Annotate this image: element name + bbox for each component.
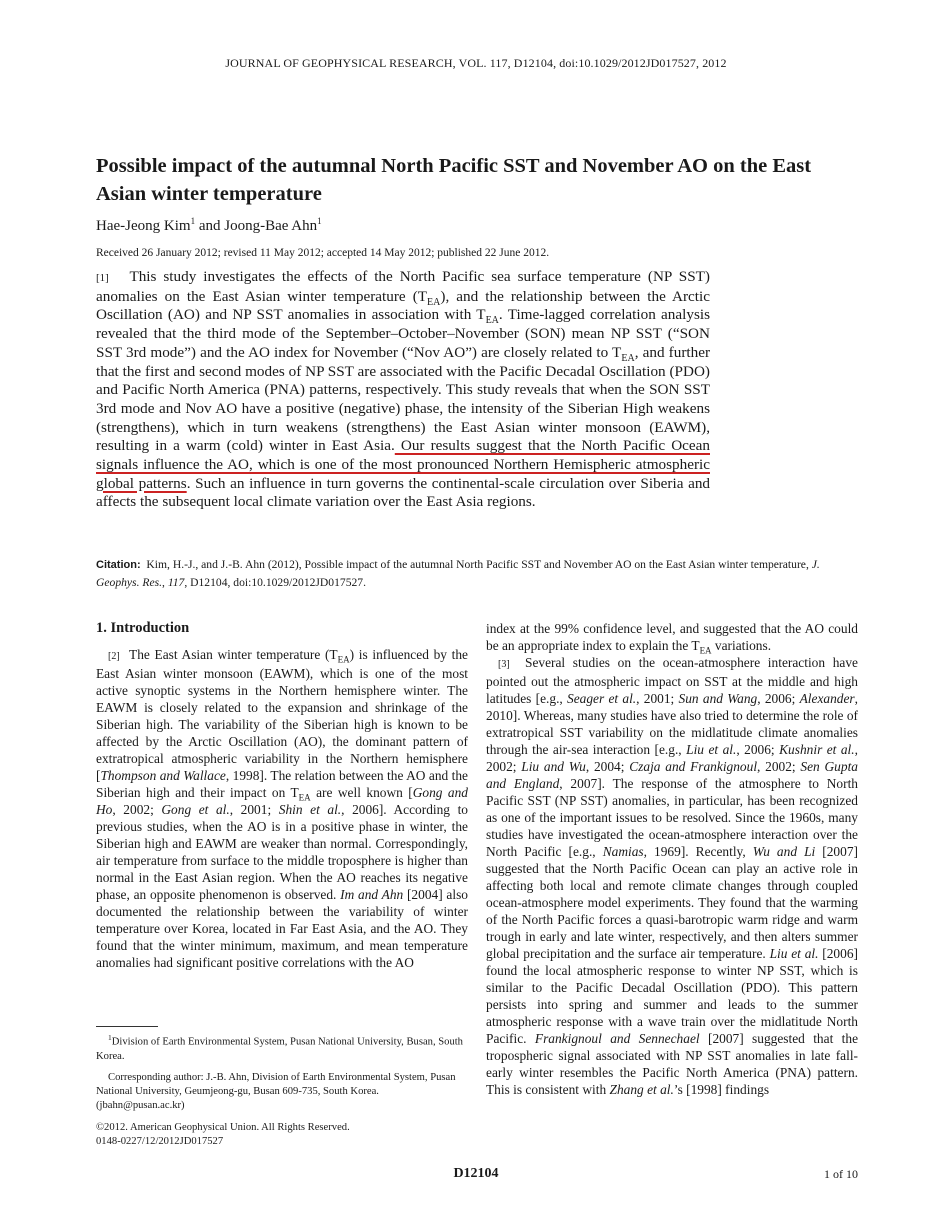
- reference-author: Gong and Ho: [96, 785, 468, 817]
- footnote-affiliation: [96, 1031, 468, 1064]
- reference-author: Sen Gupta and England: [486, 759, 858, 791]
- author-conjunction: and: [195, 218, 225, 234]
- body-text: [2006] found the local atmospheric response to winter NP SST, which is similar to the Pacific Decadal Oscillation (PDO). This pattern persists into spring and summer and leads to the summer atmospheric response with a wave train over the midlatitude North Pacific.: [486, 946, 858, 1046]
- section-heading: 1. Introduction: [96, 620, 190, 636]
- body-text: , 2002;: [486, 742, 858, 774]
- paragraph-number: [1]: [96, 272, 109, 284]
- reference-author: Thompson and Wallace: [100, 768, 226, 783]
- citation-text: , D12104, doi:10.1029/2012JD017527.: [184, 576, 366, 589]
- body-text: [2004] also documented the relationship between the variability of winter temperature over Korea, located in Far East Asia, and the AO. They found that the winter minimum, maximum, and mean temperature anomalies had significant positive correlations with the AO: [96, 887, 468, 970]
- reference-author: Im and Ahn: [340, 887, 404, 902]
- body-text: , 2007]. The response of the atmosphere to North Pacific SST (NP SST) anomalies, in particular, has been recognized as one of the important issues to be resolved. Since the 1960s, many studies have investigated the ocean-atmosphere interaction over the North Pacific [e.g.,: [486, 776, 859, 859]
- reference-author: Wu and Li: [752, 844, 816, 859]
- paragraph-number: [2]: [108, 651, 120, 662]
- author-name: Hae-Jeong Kim: [96, 218, 191, 234]
- subscript: EA: [485, 315, 499, 327]
- body-text: , 2001;: [636, 691, 679, 706]
- subscript: EA: [337, 654, 350, 665]
- body-paragraph: [96, 646, 468, 971]
- reference-author: Liu and Wu: [521, 759, 586, 774]
- body-text: index at the 99% confidence level, and suggested that the AO could be an appropriate index to explain the T: [486, 621, 858, 653]
- citation-journal: J. Geophys. Res.: [96, 558, 820, 589]
- affiliation-marker: 1: [190, 216, 196, 226]
- right-column-text: [486, 620, 858, 1098]
- footnote-marker: 1: [108, 1033, 112, 1042]
- page-number: 1 of 10: [824, 1167, 858, 1181]
- footnote-divider: [96, 1026, 158, 1027]
- body-paragraph: [486, 654, 858, 1098]
- abstract: [96, 268, 710, 512]
- reference-author: Namias: [602, 844, 644, 859]
- footnote-copyright: [96, 1121, 468, 1149]
- subscript: EA: [427, 296, 441, 308]
- affiliation-marker: 1: [317, 216, 322, 226]
- reference-author: Zhang et al.: [609, 1082, 674, 1097]
- body-text: ’s [1998] findings: [673, 1082, 770, 1097]
- body-text: Several studies on the ocean-atmosphere interaction have pointed out the atmospheric impact on SST at the middle and high latitudes [e.g.,: [486, 655, 858, 706]
- body-text: , 2010]. Whereas, many studies have also tried to determine the role of extratropical SST variability on the midlatitude climate anomalies through the air-sea interaction [e.g.,: [486, 691, 858, 757]
- abstract-text: ), and the relationship between the Arctic Oscillation (AO) and NP SST anomalies in association with T: [96, 287, 710, 324]
- author-line: [96, 216, 322, 235]
- citation-separator: ,: [162, 576, 168, 589]
- body-text: ) is influenced by the East Asian winter monsoon (EAWM), which is one of the most active synoptic systems in the Northern hemisphere winter. The EAWM is closely related to the expansion and shrinkage of the Siberian high. The variability of the Siberian high is known to be affected by the Arctic Oscillation (AO), the dominant pattern of extratropical atmospheric variability in the Northern hemisphere [: [96, 647, 469, 783]
- paragraph-number: [3]: [498, 659, 510, 670]
- paper-title: Possible impact of the autumnal North Pacific SST and November AO on the East Asian winter temperature: [96, 155, 812, 205]
- body-text: , 2001;: [229, 802, 279, 817]
- abstract-text: . Time-lagged correlation analysis revealed that the third mode of the September–October–November (SON) mean NP SST (“SON SST 3rd mode”) and the AO index for November (“Nov AO”) are closely related to T: [96, 306, 710, 361]
- reference-author: Liu et al.: [769, 946, 819, 961]
- body-text: , 1969]. Recently,: [643, 844, 753, 859]
- body-text: , 2006]. According to previous studies, when the AO is in a positive phase in winter, the Siberian high and EAWM are weaker than normal. Correspondingly, air temperature from surface to the middle troposphere is higher than normal in the East Asian region. When the AO reaches its negative phase, an opposite phenomenon is observed.: [96, 802, 468, 902]
- reference-author: Liu et al.: [686, 742, 737, 757]
- publication-dates: Received 26 January 2012; revised 11 May 2012; accepted 14 May 2012; published 22 June 2012.: [96, 247, 550, 259]
- abstract-text: This study investigates the effects of the North Pacific sea surface temperature (NP SST) anomalies on the East Asian winter temperature (T: [96, 268, 710, 305]
- left-column-text: [96, 646, 468, 971]
- citation-label: Citation:: [96, 559, 141, 571]
- reference-author: Gong et al.: [161, 802, 230, 817]
- citation-volume: 117: [167, 576, 185, 589]
- abstract-text: , and further that the first and second modes of NP SST are associated with the Pacific Decadal Oscillation (PDO) and Pacific North America (PNA) patterns, respectively. This study reveals that when the SON SST 3rd mode and Nov AO have a positive (negative) phase, the intensity of the Siberian High weakens (strengthens), which in turn weakens (strengthens) the East Asian winter monsoon (EAWM), resulting in a warm (cold) winter in East Asia.: [96, 343, 710, 455]
- body-text: The East Asian winter temperature (T: [129, 647, 338, 662]
- reference-author: Alexander: [799, 691, 855, 706]
- reference-author: Seager et al.: [567, 691, 637, 706]
- journal-header: JOURNAL OF GEOPHYSICAL RESEARCH, VOL. 117, D12104, doi:10.1029/2012JD017527, 2012: [225, 56, 727, 70]
- body-text: , 2002;: [112, 802, 162, 817]
- footnote-text: Division of Earth Environmental System, Pusan National University, Busan, South Korea.: [96, 1036, 463, 1062]
- issn-text: 0148-0227/12/2012JD017527: [96, 1136, 224, 1147]
- body-text: , 2004;: [585, 759, 630, 774]
- reference-author: Czaja and Frankignoul: [629, 759, 758, 774]
- citation-text: Kim, H.-J., and J.-B. Ahn (2012), Possible impact of the autumnal North Pacific SST and November AO on the East Asian winter temperature,: [146, 558, 812, 571]
- body-text: , 2006;: [757, 691, 800, 706]
- body-text: , 2006;: [736, 742, 780, 757]
- body-text: variations.: [711, 638, 772, 653]
- reference-author: Kushnir et al.: [779, 742, 855, 757]
- body-text: [2007] suggested that the North Pacific Ocean can play an active role in affecting both local and remote climate changes through coupled ocean-atmosphere model experiments. They found that the warming of the North Pacific forces a quasi-barotropic warm ridge and warm trough in early and late winter, respectively, and then alters summer global precipitation and the surface air temperature.: [486, 844, 858, 961]
- citation: [96, 556, 856, 591]
- body-text: are well known [: [310, 785, 413, 800]
- subscript: EA: [621, 352, 635, 364]
- footnote-text: Corresponding author: J.-B. Ahn, Division of Earth Environmental System, Pusan National University, Geumjeong-gu, Busan 609-735, South Korea. (jbahn@pusan.ac.kr): [96, 1072, 456, 1111]
- subscript: EA: [298, 792, 311, 803]
- article-id: D12104: [453, 1166, 499, 1181]
- copyright-text: ©2012. American Geophysical Union. All Rights Reserved.: [96, 1122, 350, 1133]
- reference-author: Shin et al.: [278, 802, 342, 817]
- reference-author: Sun and Wang: [678, 691, 758, 706]
- reference-author: Frankignoul and Sennechael: [534, 1031, 700, 1046]
- abstract-text: . Such an influence in turn governs the continental-scale circulation over Siberia and affects the subsequent local climate variation over the East Asia regions.: [96, 474, 711, 511]
- body-paragraph: [486, 620, 858, 654]
- body-text: [2007] suggested that the tropospheric signal associated with NP SST anomalies in late fall-early winter resembles the Pacific North America (PNA) pattern. This is consistent with: [486, 1031, 859, 1097]
- body-text: , 1998]. The relation between the AO and the Siberian high and their impact on T: [96, 768, 468, 800]
- subscript: EA: [699, 645, 712, 656]
- body-text: , 2002;: [757, 759, 801, 774]
- footnote-corresponding: [96, 1071, 468, 1113]
- author-name: Joong-Bae Ahn: [224, 218, 318, 234]
- highlighted-text: Our results suggest that the North Pacific Ocean signals influence the AO, which is one of the most pronounced Northern Hemispheric atmospheric global patterns: [96, 437, 710, 492]
